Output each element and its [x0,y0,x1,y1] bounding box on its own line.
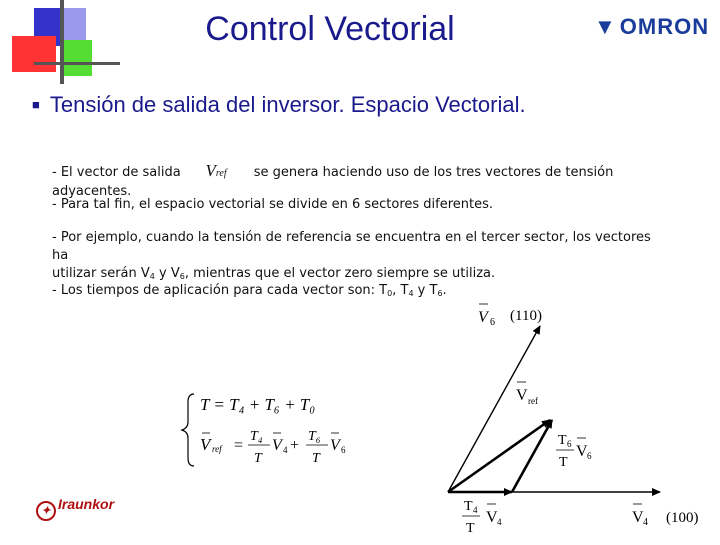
eq2-lhs: V [200,435,211,454]
p4-d: . [442,283,447,298]
decor-horizontal-bar [34,62,120,65]
p3-line1: - Por ejemplo, cuando la tensión de referencia se encuentra en el tercer sector, los vectores ha [52,230,651,263]
bullet-icon: ■ [32,97,40,112]
p3-line2-b: y V [154,266,180,281]
iraunkor-logo-text: Iraunkor [58,496,115,512]
t4-den: T [466,521,475,536]
t4-vec: V [486,509,498,526]
vref-label-sub: ref [528,396,538,406]
p4-c: y T [413,283,438,298]
eq2-v4: V [272,437,282,454]
section-heading-text: Tensión de salida del inversor. Espacio Vectorial. [49,92,526,117]
v4-label-sub: 4 [643,517,648,528]
t4-vec-sub: 4 [497,517,502,527]
v6-code: (110) [510,308,542,324]
omron-logo [594,14,709,40]
frac1-num: T₄ [250,429,263,444]
p4-sub4: 4 [408,289,414,298]
paragraph-2: - Para tal fin, el espacio vectorial se divide en 6 sectores diferentes. [52,197,494,212]
p4-b: , T [392,283,409,298]
p3-sub4: 4 [149,272,155,281]
v6-label-sub: 6 [490,317,495,328]
vector-diagram [440,296,715,540]
frac2-den: T [312,451,320,466]
v6-label: V [478,309,488,326]
eq2-v6: V [330,437,340,454]
omron-logo-text: OMRON [619,14,710,39]
t6-component-arrow [512,420,552,492]
t6-den: T [559,455,568,470]
equation-time-sum: T = T₄ + T₆ + T₀ [200,395,316,414]
t6-vec-sub: 6 [587,451,592,461]
p1-before: - El vector de salida [52,165,181,180]
p3-line2-a: utilizar serán V [52,266,150,281]
equation-system [180,388,380,472]
p1-after: se genera haciendo uso de los tres vectores de tensión adyacentes. [52,165,614,199]
omron-mark-icon: ▼ [594,14,617,39]
eq2-equals: = [234,437,244,454]
decor-square-red [12,36,56,72]
vref-sub: ref [215,168,227,179]
vref-arrow [448,420,550,492]
vref-letter: V [205,161,216,180]
iraunkor-mark-icon: ✦ [36,501,56,521]
t4-num-sub: 4 [473,505,478,515]
iraunkor-logo [36,496,114,521]
p4-sub6: 6 [437,289,443,298]
p3-line2-c: , mientras que el vector zero siempre se utiliza. [184,266,496,281]
vref-symbol [206,162,246,183]
eq2-plus: + [290,437,300,454]
t6-num-sub: 6 [567,439,572,449]
eq2-v4-sub: 4 [283,445,288,455]
vref-label: V [516,387,528,404]
page-title: Control Vectorial [205,10,455,48]
p4-a: - Los tiempos de aplicación para cada vector son: T [52,283,388,298]
decor-square-green [60,40,92,76]
t6-vec: V [576,443,588,460]
decor-square-lavender [64,8,86,42]
p4-sub0: 0 [387,289,393,298]
v4-code: (100) [666,510,699,526]
t6-num: T [558,433,567,448]
decor-vertical-bar [60,0,64,84]
t4-num: T [464,499,473,514]
p3-sub6: 6 [179,272,185,281]
brace-shape [182,394,194,466]
frac2-num: T₆ [308,429,321,444]
frac1-den: T [254,451,262,466]
eq2-lhs-sub: ref [212,444,222,454]
eq2-v6-sub: 6 [341,445,346,455]
paragraph-3 [52,229,652,286]
section-heading [32,92,526,118]
v4-label: V [632,509,644,526]
